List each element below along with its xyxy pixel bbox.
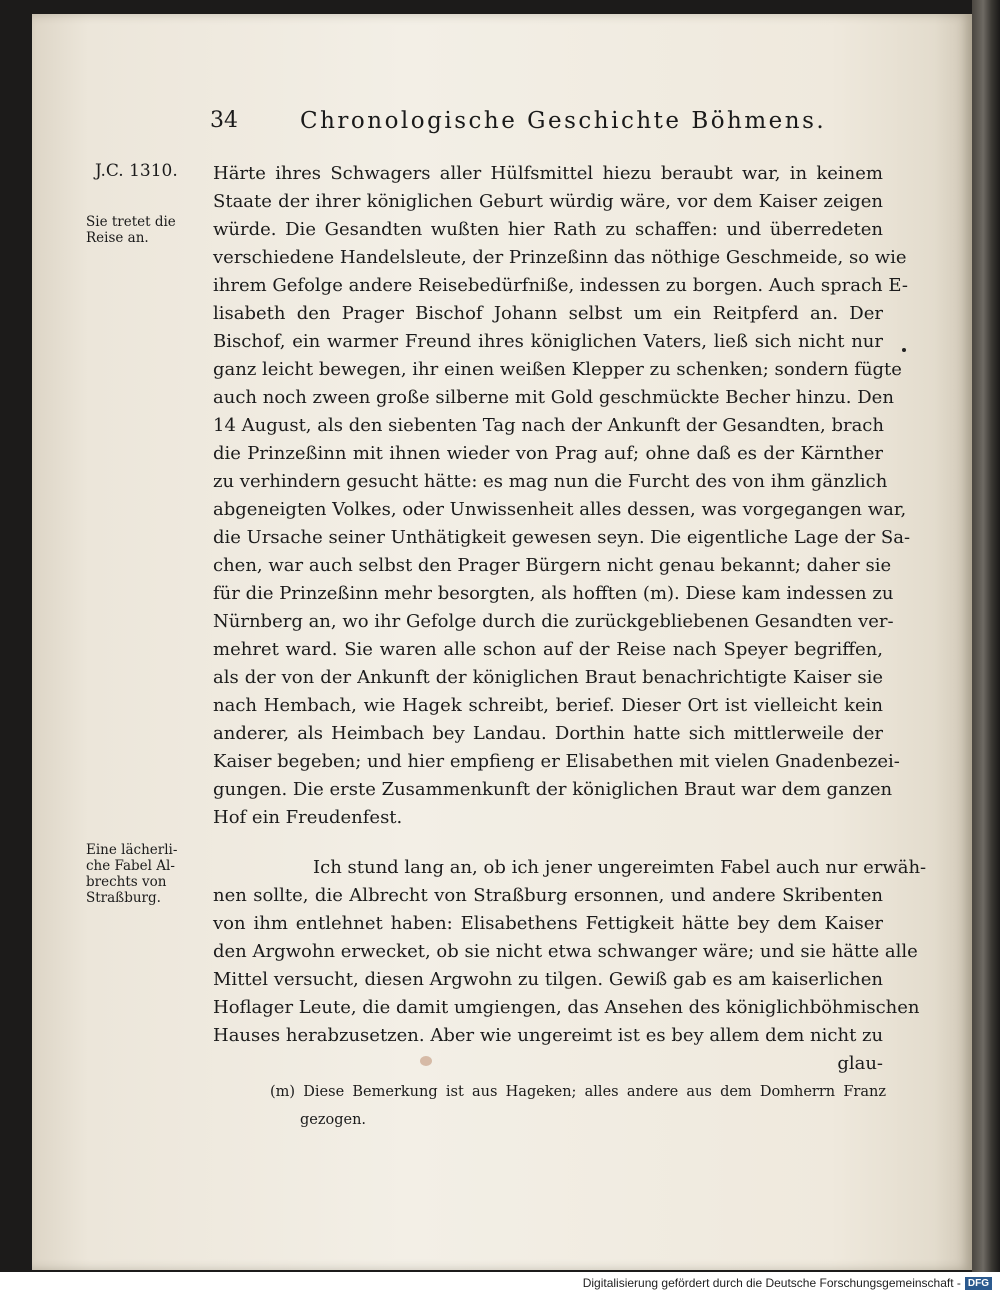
running-head: Chronologische Geschichte Böhmens. bbox=[300, 108, 827, 134]
page-number: 34 bbox=[210, 108, 238, 133]
body-line: als der von der Ankunft der königlichen Braut benachrichtigte Kaiser sie bbox=[213, 667, 883, 688]
body-line: lisabeth den Prager Bischof Johann selbst um ein Reitpferd an. Der bbox=[213, 303, 883, 324]
margin-date: J.C. 1310. bbox=[95, 161, 178, 181]
body-line: Hoflager Leute, die damit umgiengen, das Ansehen des königlichböhmischen bbox=[213, 997, 920, 1018]
body-line: auch noch zween große silberne mit Gold geschmückte Becher hinzu. Den bbox=[213, 387, 894, 408]
body-line: mehret ward. Sie waren alle schon auf der Reise nach Speyer begriffen, bbox=[213, 639, 883, 660]
body-line: Staate der ihrer königlichen Geburt würdig wäre, vor dem Kaiser zeigen bbox=[213, 191, 883, 212]
body-line: Härte ihres Schwagers aller Hülfsmittel hiezu beraubt war, in keinem bbox=[213, 163, 883, 184]
paper-stain bbox=[420, 1056, 432, 1066]
body-line: Nürnberg an, wo ihr Gefolge durch die zurückgebliebenen Gesandten ver- bbox=[213, 611, 894, 632]
body-line: nen sollte, die Albrecht von Straßburg ersonnen, und andere Skribenten bbox=[213, 885, 883, 906]
margin-note-line: che Fabel Al- bbox=[86, 858, 175, 874]
body-line: Kaiser begeben; und hier empfieng er Elisabethen mit vielen Gnadenbezei- bbox=[213, 751, 900, 772]
body-line: 14 August, als den siebenten Tag nach der Ankunft der Gesandten, brach bbox=[213, 415, 884, 436]
footnote-line: gezogen. bbox=[300, 1112, 367, 1128]
body-line: würde. Die Gesandten wußten hier Rath zu schaffen: und überredeten bbox=[213, 219, 883, 240]
funding-notice: Digitalisierung gefördert durch die Deutsche Forschungsgemeinschaft - bbox=[582, 1276, 961, 1290]
body-line: Ich stund lang an, ob ich jener ungereimten Fabel auch nur erwäh- bbox=[313, 857, 927, 878]
margin-note-line: Straßburg. bbox=[86, 890, 161, 906]
body-line: für die Prinzeßinn mehr besorgten, als hofften (m). Diese kam indessen zu bbox=[213, 583, 894, 604]
body-line: nach Hembach, wie Hagek schreibt, berief. Dieser Ort ist vielleicht kein bbox=[213, 695, 883, 716]
body-line: abgeneigten Volkes, oder Unwissenheit alles dessen, was vorgegangen war, bbox=[213, 499, 907, 520]
margin-note-line: Eine lächerli- bbox=[86, 842, 178, 858]
footnote-line: (m) Diese Bemerkung ist aus Hageken; alles andere aus dem Domherrn Franz bbox=[270, 1084, 886, 1100]
body-line: Mittel versucht, diesen Argwohn zu tilgen. Gewiß gab es am kaiserlichen bbox=[213, 969, 883, 990]
body-line: ihrem Gefolge andere Reisebedürfniße, indessen zu borgen. Auch sprach E- bbox=[213, 275, 908, 296]
body-line: die Prinzeßinn mit ihnen wieder von Prag auf; ohne daß es der Kärnther bbox=[213, 443, 883, 464]
body-line: gungen. Die erste Zusammenkunft der königlichen Braut war dem ganzen bbox=[213, 779, 893, 800]
body-line: von ihm entlehnet haben: Elisabethens Fettigkeit hätte bey dem Kaiser bbox=[213, 913, 883, 934]
catchword: glau- bbox=[837, 1053, 883, 1074]
margin-note-line: Sie tretet die bbox=[86, 214, 176, 230]
body-line: verschiedene Handelsleute, der Prinzeßinn das nöthige Geschmeide, so wie bbox=[213, 247, 907, 268]
ink-speck bbox=[902, 348, 906, 352]
body-line: anderer, als Heimbach bey Landau. Dorthin hatte sich mittlerweile der bbox=[213, 723, 883, 744]
margin-note-line: brechts von bbox=[86, 874, 167, 890]
margin-note-line: Reise an. bbox=[86, 230, 149, 246]
book-edge bbox=[972, 0, 1000, 1272]
body-line: Bischof, ein warmer Freund ihres königlichen Vaters, ließ sich nicht nur bbox=[213, 331, 883, 352]
body-line: zu verhindern gesucht hätte: es mag nun die Furcht des von ihm gänzlich bbox=[213, 471, 888, 492]
body-line: ganz leicht bewegen, ihr einen weißen Klepper zu schenken; sondern fügte bbox=[213, 359, 902, 380]
body-line: Hauses herabzusetzen. Aber wie ungereimt ist es bey allem dem nicht zu bbox=[213, 1025, 884, 1046]
digitization-footer bbox=[583, 1276, 992, 1290]
body-line: Hof ein Freudenfest. bbox=[213, 807, 403, 828]
dfg-logo[interactable]: DFG bbox=[965, 1277, 992, 1290]
body-line: die Ursache seiner Unthätigkeit gewesen seyn. Die eigentliche Lage der Sa- bbox=[213, 527, 911, 548]
body-line: chen, war auch selbst den Prager Bürgern nicht genau bekannt; daher sie bbox=[213, 555, 892, 576]
body-line: den Argwohn erwecket, ob sie nicht etwa schwanger wäre; und sie hätte alle bbox=[213, 941, 918, 962]
